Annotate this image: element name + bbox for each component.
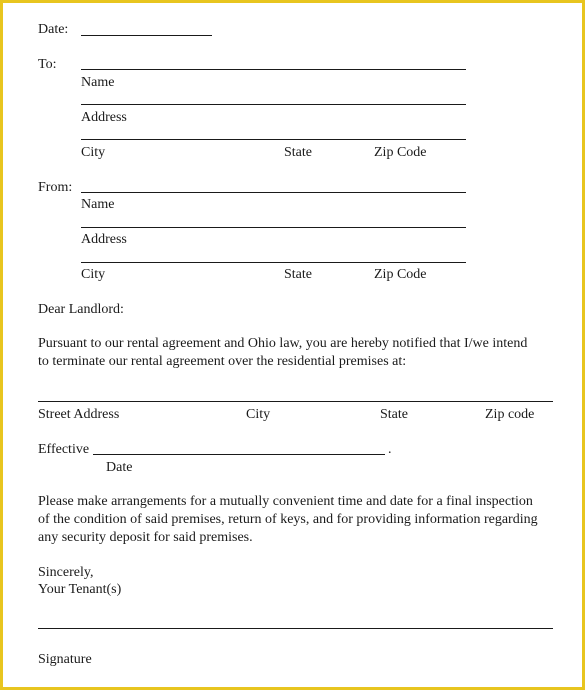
effective-date-line[interactable] bbox=[93, 454, 385, 455]
to-name-line[interactable] bbox=[81, 104, 466, 105]
from-name-caption: Name bbox=[81, 197, 115, 212]
to-label: To: bbox=[38, 57, 57, 72]
to-field-line[interactable] bbox=[81, 69, 466, 70]
signature-line[interactable] bbox=[38, 628, 553, 629]
salutation: Dear Landlord: bbox=[38, 302, 124, 317]
premises-street-caption: Street Address bbox=[38, 407, 120, 422]
from-address-caption: Address bbox=[81, 232, 127, 247]
from-name-line[interactable] bbox=[81, 227, 466, 228]
arrangements-line-1: Please make arrangements for a mutually convenient time and date for a final inspection bbox=[38, 494, 533, 509]
arrangements-line-2: of the condition of said premises, return of keys, and for providing information regarding bbox=[38, 512, 538, 527]
to-name-caption: Name bbox=[81, 75, 115, 90]
premises-line[interactable] bbox=[38, 401, 553, 402]
from-label: From: bbox=[38, 180, 73, 195]
closing-tenant: Your Tenant(s) bbox=[38, 582, 122, 597]
from-state-caption: State bbox=[284, 267, 312, 282]
date-label: Date: bbox=[38, 22, 69, 37]
closing-sincerely: Sincerely, bbox=[38, 565, 94, 580]
from-address-line[interactable] bbox=[81, 262, 466, 263]
notice-line-2: to terminate our rental agreement over the residential premises at: bbox=[38, 354, 407, 369]
effective-date-caption: Date bbox=[106, 460, 133, 475]
to-state-caption: State bbox=[284, 145, 312, 160]
effective-label: Effective bbox=[38, 442, 90, 457]
signature-caption: Signature bbox=[38, 652, 92, 667]
date-field-line[interactable] bbox=[81, 35, 212, 36]
notice-line-1: Pursuant to our rental agreement and Ohio law, you are hereby notified that I/we intend bbox=[38, 336, 528, 351]
effective-period: . bbox=[388, 442, 392, 457]
premises-city-caption: City bbox=[246, 407, 271, 422]
from-city-caption: City bbox=[81, 267, 106, 282]
arrangements-line-3: any security deposit for said premises. bbox=[38, 530, 253, 545]
premises-zip-caption: Zip code bbox=[485, 407, 535, 422]
to-city-caption: City bbox=[81, 145, 106, 160]
to-address-caption: Address bbox=[81, 110, 127, 125]
to-zip-caption: Zip Code bbox=[374, 145, 427, 160]
to-address-line[interactable] bbox=[81, 139, 466, 140]
from-zip-caption: Zip Code bbox=[374, 267, 427, 282]
from-field-line[interactable] bbox=[81, 192, 466, 193]
premises-state-caption: State bbox=[380, 407, 408, 422]
